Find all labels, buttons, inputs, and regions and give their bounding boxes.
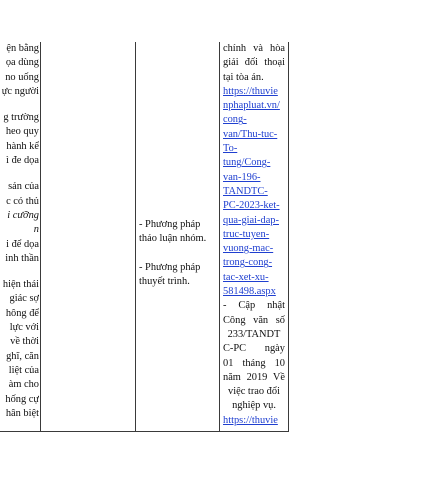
reference-link-line[interactable]: nphapluat.vn/ <box>223 100 280 112</box>
table-border-right <box>288 42 289 432</box>
description-text-line: hông để <box>5 307 39 319</box>
table-border-middle <box>135 42 136 432</box>
reference-text-line: 233/TANDT <box>227 328 281 340</box>
reference-link-line[interactable]: cong- <box>223 114 247 126</box>
description-text-line: hiện thái <box>2 279 39 291</box>
table-cell-methods <box>139 218 215 289</box>
method-1-line-1: - Phương pháp <box>139 219 201 230</box>
reference-link-2[interactable]: https://thuvie <box>223 414 278 426</box>
description-text-line: g trường <box>3 112 39 124</box>
paragraph-gap <box>0 266 39 278</box>
description-text-line: giác sợ <box>9 293 39 305</box>
reference-link-line[interactable]: vuong-mac- <box>223 243 274 255</box>
description-text-line: liệt của <box>8 364 39 376</box>
reference-text-line: việc trao đổi <box>228 386 280 398</box>
description-text-line: n <box>33 224 39 236</box>
paragraph-gap <box>0 168 39 180</box>
description-text-line: hành kể <box>6 140 39 152</box>
description-text-line: c có thủ <box>6 195 39 207</box>
description-text-line: về thời <box>10 336 39 348</box>
method-2-line-2: thuyết trình. <box>139 276 190 288</box>
reference-link-1[interactable] <box>223 85 285 299</box>
description-text-line: àm cho <box>8 379 39 391</box>
description-text-line: no uống <box>5 71 39 83</box>
table-cell-description <box>0 42 39 421</box>
reference-text-line: C-PC ngày <box>223 343 285 355</box>
reference-text-line: chính và hòa <box>223 43 285 54</box>
description-text-line: ọa dùng <box>5 57 39 69</box>
reference-link-line[interactable]: trong-cong- <box>223 257 273 269</box>
description-text-line: ực người <box>1 85 39 97</box>
description-text-line: i để dọa <box>6 238 39 250</box>
reference-link-line[interactable]: 581498.aspx <box>223 286 276 298</box>
description-text-line: ghĩ, căn <box>6 350 39 362</box>
reference-text-line: tại tòa án. <box>223 71 264 83</box>
reference-link-line[interactable]: TANDTC- <box>223 185 268 197</box>
reference-link-line[interactable]: PC-2023-ket- <box>223 200 280 212</box>
table-cell-references <box>223 42 285 428</box>
table-border-left-inner <box>40 42 41 432</box>
description-text-line: sản của <box>8 181 39 193</box>
reference-text-line: năm 2019 Về <box>223 371 285 383</box>
reference-link-line[interactable]: tac-xet-xu- <box>223 271 269 283</box>
reference-link-line[interactable]: van/Thu-tuc- <box>223 128 278 140</box>
description-text-line: i cưỡng <box>7 209 39 221</box>
reference-link-line[interactable]: qua-giai-dap- <box>223 214 279 226</box>
table-border-bottom <box>0 431 289 432</box>
description-text-line: ện bằng <box>6 43 39 54</box>
method-1-line-2: thảo luận nhóm. <box>139 233 207 245</box>
reference-link-line[interactable]: truc-tuyen- <box>223 228 270 240</box>
description-text-line: inh thần <box>5 252 39 264</box>
reference-link-line[interactable]: To- <box>223 143 238 155</box>
reference-text-line: nghiệp vụ. <box>232 400 276 412</box>
table-border-right-inner <box>219 42 220 432</box>
description-text-line: ì đe dọa <box>6 155 39 167</box>
reference-text-line: - Cập nhật <box>223 300 285 312</box>
paragraph-gap <box>0 99 39 111</box>
reference-text-line: 01 tháng 10 <box>223 357 285 369</box>
reference-text-line: giải đối thoại <box>223 57 285 69</box>
reference-text-line: Công văn số <box>223 314 285 326</box>
reference-link-line[interactable]: van-196- <box>223 171 261 183</box>
description-text-line: hống cự <box>5 393 39 405</box>
reference-link-line[interactable]: tung/Cong- <box>223 157 271 169</box>
description-text-line: lực với <box>9 322 39 334</box>
reference-link-line[interactable]: https://thuvie <box>223 85 278 97</box>
description-text-line: hân biệt <box>5 407 39 419</box>
description-text-line: heo quy <box>5 126 39 138</box>
method-2-line-1: - Phương pháp <box>139 261 201 273</box>
